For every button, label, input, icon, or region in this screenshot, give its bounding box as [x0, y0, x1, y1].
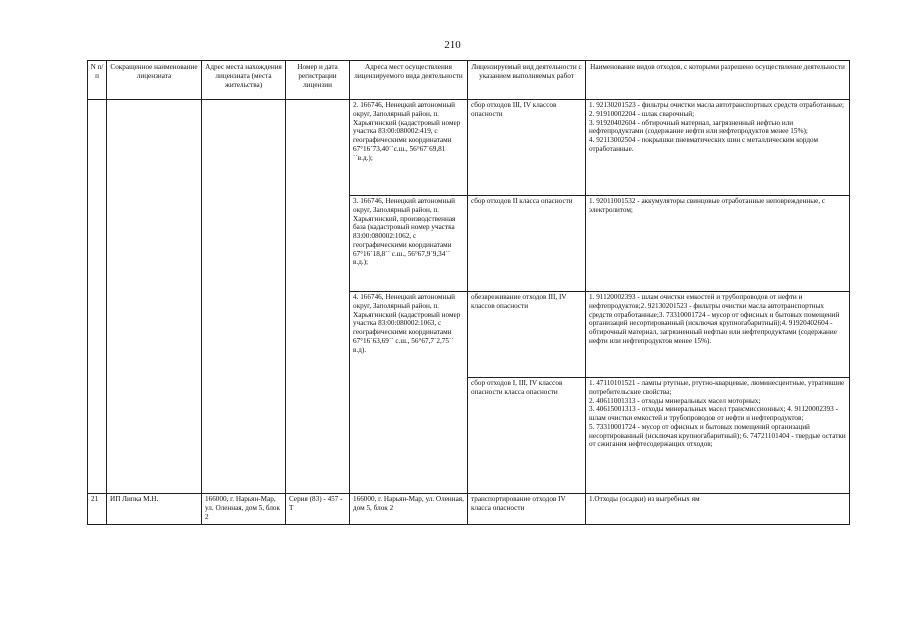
cell-activity-type: транспортирование отходов IV класса опасности	[468, 494, 586, 525]
cell-license-number	[286, 100, 350, 494]
cell-activity-type: сбор отходов I, III, IV классов опасности класса опасности	[468, 378, 586, 494]
cell-licensee-address: 166000, г. Нарьян-Мар, ул. Оленная, дом 5, блок 2	[202, 494, 286, 525]
header-licensee-address: Адрес места нахождения лицензиата (места жительства)	[202, 61, 286, 100]
cell-waste-types: 1. 47110101521 - лампы ртутные, ртутно-кварцевые, люминесцентные, утратившие потребительские свойства; 2. 40611001313 - отходы минеральных масел моторных; 3. 40615001313 - отходы минеральных масел трансмиссионных; 4. 91120002393 - шлам очистки емкостей и трубопроводов от нефти и нефтепродуктов; 5. 73310001724 - мусор от офисных и бытовых помещений организаций несортированный (исключая крупногабаритный); 6. 74721101404 - твердые остатки от сжигания нефтесодержащих отходов;	[586, 378, 850, 494]
cell-activity-address: 2. 166746, Ненецкий автономный округ, Заполярный район, п. Харьягинский (кадастровый номер участка 83:00:080002:419, с географическими координатами 67°16´73,40´´с.ш., 56°67´69,81´´в.д.);	[350, 100, 468, 196]
cell-number	[88, 100, 107, 494]
header-waste-types: Наименование видов отходов, с которыми разрешено осуществление деятельности	[586, 61, 850, 100]
cell-activity-type: обезвреживание отходов III, IV классов опасности	[468, 292, 586, 378]
header-license-number: Номер и дата регистрации лицензии	[286, 61, 350, 100]
cell-waste-types: 1.Отходы (осадки) из выгребных ям	[586, 494, 850, 525]
cell-waste-types: 1. 92011001532 - аккумуляторы свинцовые отработанные неповрежденные, с электролитом;	[586, 196, 850, 292]
license-registry-table	[87, 60, 850, 525]
header-licensee-name: Сокращенное наименование лицензиата	[107, 61, 202, 100]
table-header-row	[88, 61, 850, 100]
header-activity-address: Адреса мест осуществления лицензируемого вида деятельности	[350, 61, 468, 100]
cell-activity-type: сбор отходов III, IV классов опасности	[468, 100, 586, 196]
cell-number: 21	[88, 494, 107, 525]
cell-waste-types: 1. 91120002393 - шлам очистки емкостей и трубопроводов от нефти и нефтепродуктов;2. 92130201523 - фильтры очистки масла автотранспортных средств отработанные;3. 73310001724 - мусор от офисных и бытовых помещений организаций несортированный (исключая крупногабаритный);4. 91920402604 - обтирочный материал, загрязненный нефтью или нефтепродуктами (содержание нефти или нефтепродуктов менее 15%).	[586, 292, 850, 378]
cell-licensee-name: ИП Липка М.Н.	[107, 494, 202, 525]
cell-activity-address: 3. 166746, Ненецкий автономный округ, Заполярный район, п. Харьягинский, производственная база (кадастровый номер участка 83:00:080002:1062, с географическими координатами 67°16´18,8´´ с.ш., 56°67,9´9,34´´ в.д.);	[350, 196, 468, 292]
table-row	[88, 494, 850, 525]
cell-activity-address: 4. 166746, Ненецкий автономный округ, Заполярный район, п. Харьягинский (кадастровый номер участка 83:00:080002:1063, с географическими координатами 67°16´63,69´´ с.ш., 56°67,7´2,75´´ в.д).	[350, 292, 468, 494]
header-number: N п/ п	[88, 61, 107, 100]
cell-licensee-name	[107, 100, 202, 494]
cell-license-number: Серия (83) - 457 - Т	[286, 494, 350, 525]
cell-activity-address: 166000, г. Нарьян-Мар, ул. Оленная, дом 5, блок 2	[350, 494, 468, 525]
cell-licensee-address	[202, 100, 286, 494]
page-number: 210	[444, 39, 461, 51]
header-activity-type: Лицензируемый вид деятельности с указанием выполняемых работ	[468, 61, 586, 100]
cell-activity-type: сбор отходов II класса опасности	[468, 196, 586, 292]
cell-waste-types: 1. 92130201523 - фильтры очистки масла автотранспортных средств отработанные; 2. 91910002204 - шлак сварочный; 3. 91920402604 - обтирочный материал, загрязненный нефтью или нефтепродуктами (содержание нефти или нефтепродуктов менее 15%); 4. 92113002504 - покрышки пневматических шин с металлическим кордом отработанные.	[586, 100, 850, 196]
table-row	[88, 100, 850, 196]
